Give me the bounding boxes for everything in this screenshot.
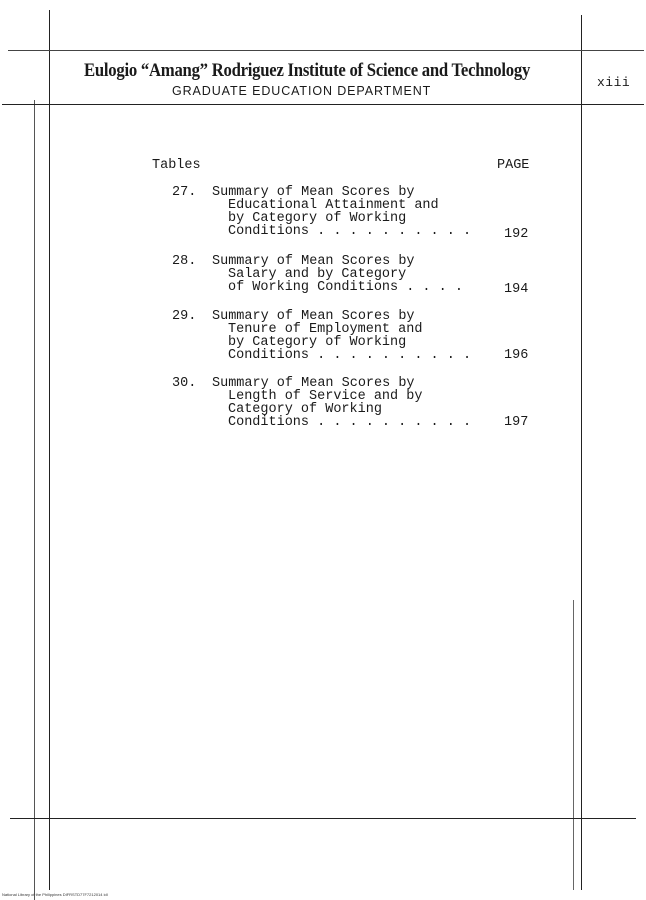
entry-line: Conditions . . . . . . . . . . (228, 415, 472, 430)
header-top-rule (8, 50, 644, 51)
entry-line: Length of Service and by (228, 389, 423, 404)
left-inner-rule (34, 100, 35, 900)
entry-line: Summary of Mean Scores by (212, 376, 415, 391)
page-number: xiii (597, 75, 631, 90)
department-name: GRADUATE EDUCATION DEPARTMENT (172, 84, 432, 98)
entry-line: Educational Attainment and (228, 198, 439, 213)
right-margin-rule (581, 15, 582, 890)
entry-line: Summary of Mean Scores by (212, 254, 415, 269)
entry-number: 30. (172, 376, 197, 391)
entry-number: 27. (172, 185, 197, 200)
entry-line: Summary of Mean Scores by (212, 185, 415, 200)
entry-page-number: 194 (504, 282, 529, 297)
entry-page-number: 192 (504, 227, 529, 242)
entry-line: by Category of Working (228, 335, 407, 350)
entry-line: Tenure of Employment and (228, 322, 423, 337)
entry-line: Category of Working (228, 402, 382, 417)
entry-page-number: 196 (504, 348, 529, 363)
footer-rule (10, 818, 636, 819)
entry-number: 28. (172, 254, 197, 269)
left-margin-rule (49, 10, 50, 890)
entry-line: Salary and by Category (228, 267, 407, 282)
page-heading: PAGE (497, 158, 530, 173)
entry-line: by Category of Working (228, 211, 407, 226)
entry-page-number: 197 (504, 415, 529, 430)
entry-line: Conditions . . . . . . . . . . (228, 224, 472, 239)
entry-number: 29. (172, 309, 197, 324)
tables-heading: Tables (152, 158, 201, 173)
entry-line: of Working Conditions . . . . (228, 280, 463, 295)
entry-title (212, 255, 512, 294)
right-inner-rule (573, 600, 574, 890)
entry-line: Conditions . . . . . . . . . . (228, 348, 472, 363)
scan-footer: National Library of the Philippines DIFRSTD77F7212014 idl (2, 892, 108, 897)
entry-title (212, 377, 512, 429)
header-bottom-rule (2, 104, 644, 105)
entry-title (212, 186, 512, 238)
entry-line: Summary of Mean Scores by (212, 309, 415, 324)
entry-title (212, 310, 512, 362)
institution-name: Eulogio “Amang” Rodriguez Institute of Science and Technology (84, 60, 531, 81)
